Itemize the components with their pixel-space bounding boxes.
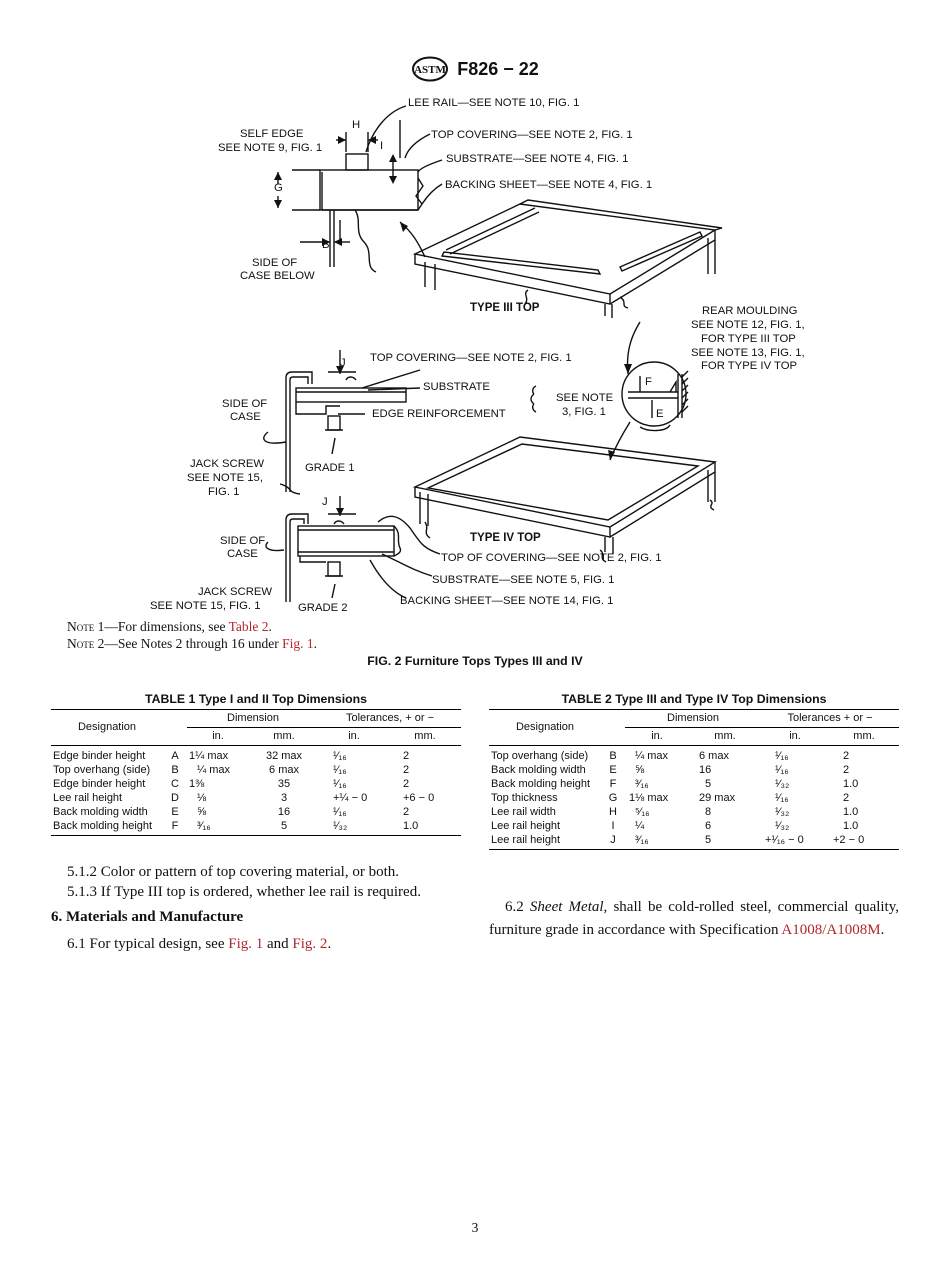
link-fig-1[interactable]: Fig. 1 (282, 636, 314, 651)
table-row: Back molding width E ⅝ 16 ¹⁄₁₆ 2 (53, 806, 410, 818)
t1-header-designation: Designation (51, 710, 163, 746)
t1-header-dim-mm: mm. (249, 728, 319, 746)
t1-header-tolerances: Tolerances, + or − (319, 710, 461, 728)
t2-header-dim-in: in. (625, 728, 689, 746)
label-top-of-covering-4: TOP OF COVERING—SEE NOTE 2, FIG. 1 (441, 552, 662, 564)
label-b: B (322, 239, 330, 251)
table-row: Edge binder height A 1¼ max 32 max ¹⁄₁₆ 2 (53, 750, 410, 762)
section-6-heading: 6. Materials and Manufacture (51, 909, 244, 925)
label-self-edge-2: SEE NOTE 9, FIG. 1 (218, 142, 323, 154)
figure-caption: FIG. 2 Furniture Tops Types III and IV (367, 654, 583, 668)
table-2-caption: TABLE 2 Type III and Type IV Top Dimensions (561, 692, 827, 706)
label-backing-4: BACKING SHEET—SEE NOTE 14, FIG. 1 (400, 595, 614, 607)
label-g: G (274, 182, 283, 194)
figure-2-drawing (150, 92, 830, 617)
table-row: Top overhang (side) B ¼ max 6 max ¹⁄₁₆ 2 (491, 750, 850, 762)
label-e: E (656, 408, 664, 420)
label-side-case-1a: SIDE OF (222, 398, 268, 410)
label-type-iii-top: TYPE III TOP (470, 302, 540, 314)
label-top-covering-3: TOP COVERING—SEE NOTE 2, FIG. 1 (431, 129, 633, 141)
page-number: 3 (471, 1220, 479, 1235)
label-side-case-1b: CASE (230, 411, 261, 423)
label-grade-1: GRADE 1 (305, 462, 355, 474)
label-h: H (352, 119, 361, 131)
label-type-iv-top: TYPE IV TOP (470, 532, 541, 544)
label-j-grade1: J (340, 357, 346, 369)
label-backing-3: BACKING SHEET—SEE NOTE 4, FIG. 1 (445, 179, 653, 191)
label-rear-moulding-5: FOR TYPE IV TOP (701, 360, 798, 372)
table-row: Top thickness G 1⅛ max 29 max ¹⁄₁₆ 2 (491, 792, 850, 804)
table-row: Lee rail height J ³⁄₁₆ 5 +¹⁄₁₆ − 0 +2 − 0 (489, 833, 899, 850)
standard-designation: F826 − 22 (457, 58, 539, 79)
table-1 (51, 709, 461, 836)
table-row: Top overhang (side) B ¼ max 6 max ¹⁄₁₆ 2 (53, 764, 410, 776)
table-row: Lee rail height I ¼ 6 ¹⁄₃₂ 1.0 (491, 820, 859, 832)
label-top-covering-grade1: TOP COVERING—SEE NOTE 2, FIG. 1 (370, 352, 572, 364)
table-2 (489, 709, 899, 850)
label-jack-screw-1c: FIG. 1 (208, 486, 240, 498)
paragraph-6-2: 6.2 Sheet Metal, shall be cold-rolled steel, commercial quality, furniture grade in accordance with Specification A1008/A1008M. (489, 899, 899, 938)
label-rear-moulding-2: SEE NOTE 12, FIG. 1, (691, 319, 805, 331)
t2-header-tol-mm: mm. (829, 728, 899, 746)
t1-header-tol-in: in. (319, 728, 389, 746)
t1-header-dim-in: in. (187, 728, 249, 746)
label-grade-2: GRADE 2 (298, 602, 348, 614)
link-a1008[interactable]: A1008/A1008M (781, 922, 881, 938)
label-jack-screw-2a: JACK SCREW (198, 586, 273, 598)
table-row: Back molding height F ³⁄₁₆ 5 ¹⁄₃₂ 1.0 (491, 778, 859, 790)
arrowheads (274, 136, 632, 516)
logo-text: ASTM (414, 64, 447, 76)
label-side-case-2b: CASE (227, 548, 258, 560)
label-substrate-4: SUBSTRATE—SEE NOTE 5, FIG. 1 (432, 574, 615, 586)
link-fig-2-body[interactable]: Fig. 2 (292, 936, 328, 952)
figure-note-1: Note 1—For dimensions, see Table 2. (67, 619, 272, 634)
t2-header-tol-in: in. (761, 728, 829, 746)
t2-header-dimension: Dimension (625, 710, 761, 728)
table-row: Lee rail height D ⅛ 3 +¼ − 0 +6 − 0 (53, 792, 435, 804)
label-self-edge-1: SELF EDGE (240, 128, 304, 140)
label-j-grade2: J (322, 496, 328, 508)
t1-header-tol-mm: mm. (389, 728, 461, 746)
label-jack-screw-1a: JACK SCREW (190, 458, 265, 470)
label-side-case-below-1: SIDE OF (252, 257, 298, 269)
label-side-case-below-2: CASE BELOW (240, 270, 315, 282)
table-row: Back molding width E ⅝ 16 ¹⁄₁₆ 2 (491, 764, 850, 776)
page-header (0, 56, 950, 82)
label-lee-rail: LEE RAIL—SEE NOTE 10, FIG. 1 (408, 97, 580, 109)
label-substrate-grade1: SUBSTRATE (423, 381, 490, 393)
label-see-note-2: 3, FIG. 1 (562, 406, 606, 418)
figure-note-2: Note 2—See Notes 2 through 16 under Fig. 1. (67, 636, 317, 651)
label-jack-screw-2b: SEE NOTE 15, FIG. 1 (150, 600, 261, 612)
t2-header-designation: Designation (489, 710, 601, 746)
label-f: F (645, 376, 652, 388)
label-jack-screw-1b: SEE NOTE 15, (187, 472, 263, 484)
label-i: I (380, 140, 384, 152)
label-side-case-2a: SIDE OF (220, 535, 266, 547)
link-fig-1-body[interactable]: Fig. 1 (228, 936, 264, 952)
astm-logo-icon (411, 56, 449, 82)
table-1-caption: TABLE 1 Type I and II Top Dimensions (144, 692, 368, 706)
t1-header-dimension: Dimension (187, 710, 319, 728)
t2-header-dim-mm: mm. (689, 728, 761, 746)
link-table-2[interactable]: Table 2 (228, 619, 269, 634)
paragraph-5-1-2: 5.1.2 Color or pattern of top covering material, or both. (67, 864, 399, 880)
paragraph-5-1-3: 5.1.3 If Type III top is ordered, whether lee rail is required. (67, 884, 421, 900)
table-row: Edge binder height C 1⅜ 35 ¹⁄₁₆ 2 (53, 778, 410, 790)
figure-labels (150, 97, 805, 614)
label-substrate-3: SUBSTRATE—SEE NOTE 4, FIG. 1 (446, 153, 629, 165)
t2-header-tolerances: Tolerances + or − (761, 710, 899, 728)
table-row: Lee rail width H ⁵⁄₁₆ 8 ¹⁄₃₂ 1.0 (491, 806, 859, 818)
label-see-note-1: SEE NOTE (556, 392, 614, 404)
label-edge-reinforcement: EDGE REINFORCEMENT (372, 408, 506, 420)
label-rear-moulding-1: REAR MOULDING (702, 305, 798, 317)
label-rear-moulding-3: FOR TYPE III TOP (701, 333, 796, 345)
label-rear-moulding-4: SEE NOTE 13, FIG. 1, (691, 347, 805, 359)
paragraph-6-1: 6.1 For typical design, see Fig. 1 and Fig. 2. (67, 936, 332, 952)
table-row: Back molding height F ³⁄₁₆ 5 ¹⁄₃₂ 1.0 (51, 819, 461, 836)
